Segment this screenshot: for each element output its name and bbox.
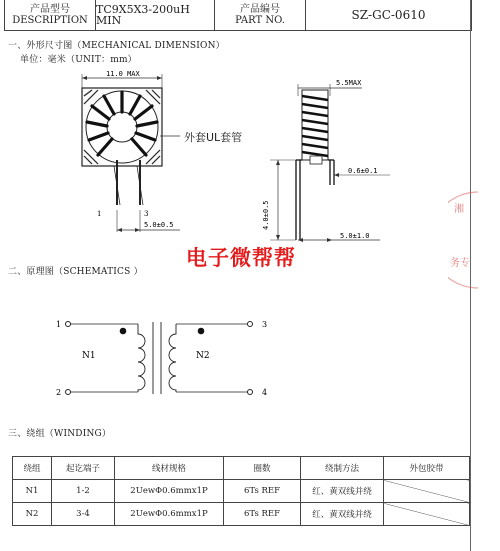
col-header: 绕组 [13, 457, 52, 480]
stamp-char: 湘 [454, 204, 464, 215]
table-cell: 6Ts REF [224, 503, 301, 526]
mechanical-drawing [0, 60, 470, 250]
sch-pin3: 3 [262, 320, 268, 329]
table-cell: 红、黄双线并绕 [301, 503, 384, 526]
table-cell: N2 [13, 503, 52, 526]
section1-title: 一、外形尺寸图（MECHANICAL DIMENSION） [8, 41, 225, 51]
table-cell-slash [384, 480, 470, 503]
company-stamp [448, 190, 488, 290]
dim-lead-height-label: 4.0±0.5 [262, 200, 270, 230]
sch-n1: N1 [82, 351, 96, 361]
front-pin1-label: 1 [97, 210, 102, 218]
table-cell: 6Ts REF [224, 480, 301, 503]
dim-side-height-label: 5.5MAX [336, 79, 362, 87]
table-cell: 2UewΦ0.6mmx1P [115, 480, 224, 503]
sleeve-label: 外套UL套管 [184, 131, 243, 144]
part-no-label: 产品编号 PART NO. [215, 0, 306, 30]
table-row [13, 503, 470, 526]
product-model-value: TC9X5X3-200uH MIN [96, 0, 215, 30]
col-header: 线材规格 [115, 457, 224, 480]
dim-lead-dia-label: 0.6±0.1 [348, 167, 378, 175]
col-header: 外包胶带 [384, 457, 470, 480]
table-cell: 3-4 [52, 503, 115, 526]
stamp-seal [448, 190, 488, 290]
table-cell: 2UewΦ0.6mmx1P [115, 503, 224, 526]
sch-pin2: 2 [56, 388, 62, 397]
table-cell: 1-2 [52, 480, 115, 503]
section2-title: 二、原理图（SCHEMATICS ） [8, 267, 143, 277]
section3-title: 三、绕组（WINDING） [8, 429, 112, 439]
table-cell: N1 [13, 480, 52, 503]
header-table [4, 0, 472, 31]
stamp-char: 务专 [450, 258, 470, 269]
section1-unit: 单位：毫米（UNIT：mm） [20, 55, 137, 65]
col-header: 起讫端子 [52, 457, 115, 480]
sch-pin1: 1 [56, 320, 62, 329]
product-model-label: 产品型号 DESCRIPTION [5, 0, 96, 30]
watermark-text: 电子微帮帮 [186, 246, 296, 270]
dim-width-label: 11.0 MAX [106, 70, 140, 78]
part-no-value: SZ-GC-0610 [351, 7, 426, 22]
sch-n2: N2 [196, 351, 210, 361]
schematic-diagram [0, 300, 470, 410]
front-pin3-label: 3 [144, 210, 149, 218]
dim-side-spacing-label: 5.0±1.0 [340, 232, 370, 240]
sch-pin4: 4 [262, 388, 268, 397]
dim-pin-spacing-label: 5.0±0.5 [144, 221, 174, 229]
winding-table [12, 456, 470, 526]
table-row [13, 480, 470, 503]
table-cell: 红、黄双线并绕 [301, 480, 384, 503]
col-header: 绕制方法 [301, 457, 384, 480]
table-cell-slash [384, 503, 470, 526]
table-header-row [13, 457, 470, 480]
col-header: 圈数 [224, 457, 301, 480]
